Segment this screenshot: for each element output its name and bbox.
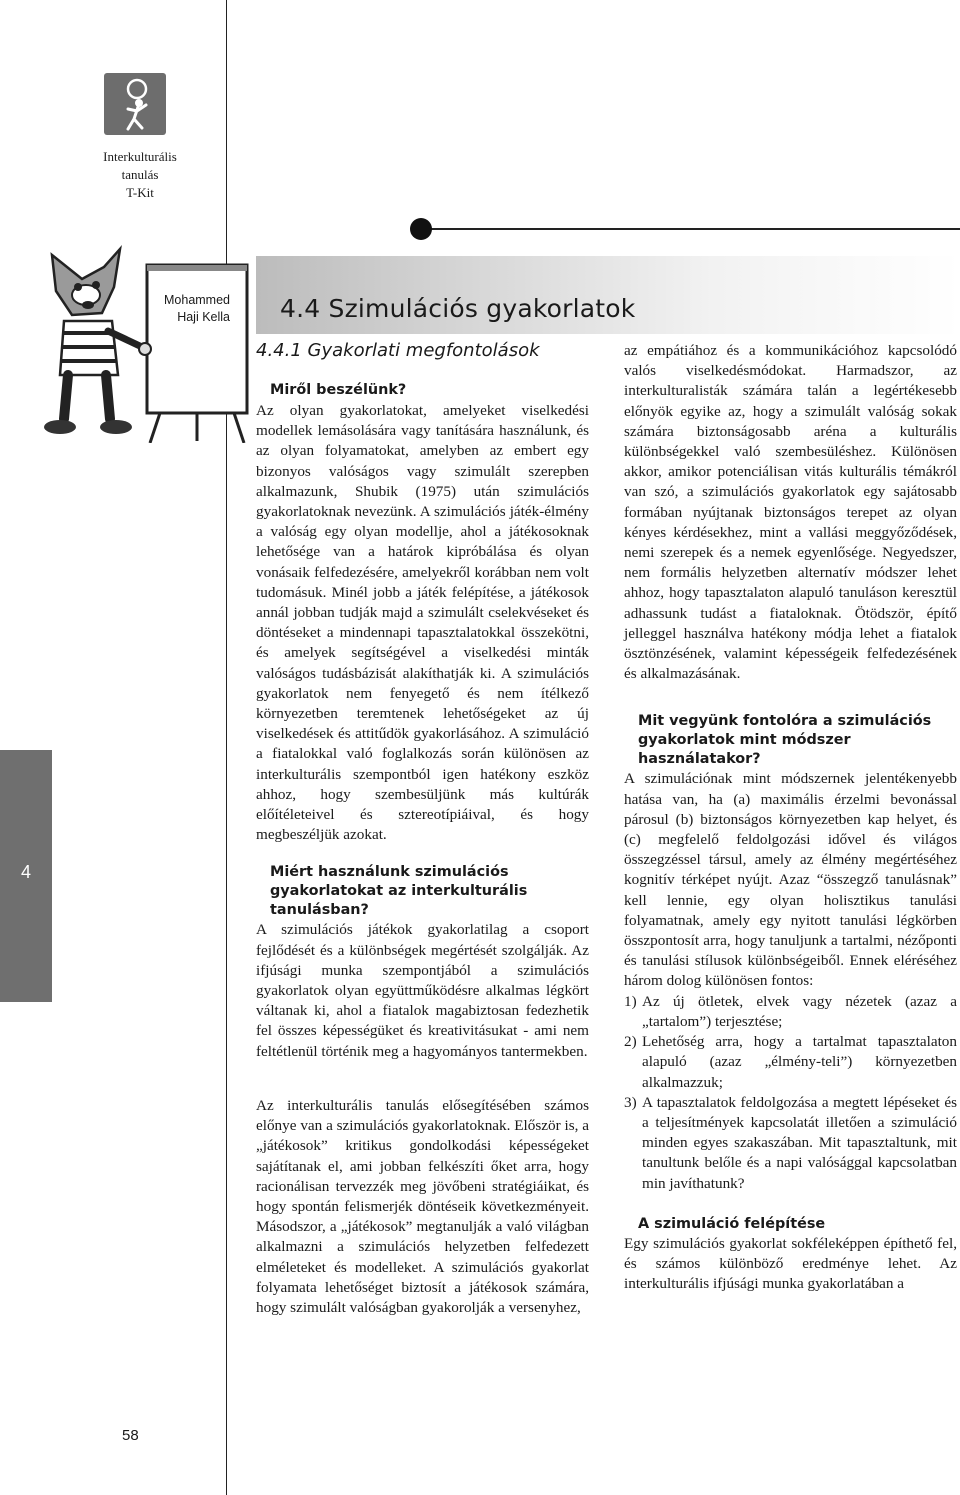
flipchart-name bbox=[150, 292, 230, 326]
list-item-text: Lehetőség arra, hogy a tartalmat tapasztalaton alapuló (azaz „élmény-teli”) környezetben alkalmazzuk; bbox=[642, 1033, 957, 1091]
list-item bbox=[624, 992, 957, 1032]
list-item-text: Az új ötletek, elvek vagy nézetek (azaz a „tartalom”) terjesztése; bbox=[642, 992, 957, 1030]
tkit-logo-figure-icon bbox=[104, 73, 166, 135]
text-column-right bbox=[624, 341, 957, 1294]
heading-what-we-talk-about: Miről beszélünk? bbox=[270, 382, 407, 398]
section-title: 4.4 Szimulációs gyakorlatok bbox=[280, 294, 636, 323]
tkit-label bbox=[60, 148, 220, 202]
list-item-number: 2) bbox=[624, 1033, 637, 1051]
paragraph-consider: A szimulációnak mint módszernek jelentékenyebb hatása van, ha (a) maximális érzelmi bevonással párosul (b) biztonságos környezetben kap helyet, és (c) megfelelő feldolgozási idővel és világos összegzéssel társul, amely az élmény megértéséhez kognitív térképet nyújt. Azaz “összegző tanulásnak” kell lennie, egy olyan holisztikus tanulási folyamatnak, amely egy nyitott tanulási légkörben összpontosít arra, hogy tanuljunk a tartalmi, nézőponti és tanulási stílusok különbségeiből. Ennek eléréséhez három dolog különösen fontos: bbox=[624, 770, 957, 990]
chapter-tab bbox=[0, 750, 52, 1002]
list-item-number: 3) bbox=[624, 1093, 637, 1111]
list-item bbox=[624, 1032, 957, 1093]
cartoon-presenter-illustration bbox=[42, 243, 252, 443]
list-item-number: 1) bbox=[624, 992, 637, 1010]
tkit-line: T-Kit bbox=[126, 185, 154, 200]
header-rule bbox=[424, 228, 960, 230]
heading-structure: A szimuláció felépítése bbox=[638, 1215, 826, 1232]
list-item-text: A tapasztalatok feldolgozása a megtett lépéseket és a teljesítmények kapcsolatát illetően a szimuláció minden egyes szakaszában. Mit tapasztaltunk, mit tanultunk belőle és a napi valósággal kapcsolatban min javíthatunk? bbox=[642, 1093, 957, 1192]
page-number: 58 bbox=[122, 1427, 139, 1444]
chapter-tab-number: 4 bbox=[20, 862, 31, 882]
paragraph-benefits: Az interkulturális tanulás elősegítésében számos előnye van a szimulációs gyakorlatoknak. Először is, a „játékosok” kritikus gondolkodási képességeket sajátítanak el, ami jobban felkészíti őket arra, hogy racionálisan tervezzék meg jövőbeni stratégiáikat, és hogy spontán felismerjék döntéseik következményeit. Másodszor, a „játékosok” megtanulják a való világban alkalmazni a szimulációs helyzetben felfedezett elméleteket és modelleket. A szimulációs gyakorlat folyamata lehetőséget biztosít a játékosok számára, hogy szimulált valóságban gyakorolják a versenyhez, bbox=[256, 1096, 589, 1316]
heading-what-to-consider: Mit vegyünk fontolóra a szimulációs gyakorlatok mint módszer használatakor? bbox=[638, 713, 932, 768]
flipchart-line: Haji Kella bbox=[177, 310, 230, 324]
subsection-title: 4.4.1 Gyakorlati megfontolások bbox=[256, 340, 540, 361]
text-column-left bbox=[256, 381, 589, 1318]
margin-divider bbox=[226, 0, 227, 1495]
tkit-line: tanulás bbox=[121, 167, 159, 182]
tkit-logo bbox=[104, 73, 166, 135]
heading-why-use: Miért használunk szimulációs gyakorlatokat az interkulturális tanulásban? bbox=[270, 864, 528, 919]
paragraph-structure: Egy szimulációs gyakorlat sokféleképpen építhető fel, és számos különböző eredménye lehet. Az interkulturális ifjúsági munka gyakorlatában a bbox=[624, 1234, 957, 1293]
header-rule-dot bbox=[410, 218, 432, 240]
list-item bbox=[624, 1093, 957, 1194]
paragraph-about: Az olyan gyakorlatokat, amelyeket viselkedési modellek lemásolására vagy tanítására használunk, és az olyan folyamatokat, amelyben az embert egy bizonyos valóságos vagy szimulált szerepben alkalmazunk, Shubik (1975) után szimulációs gyakorlatoknak nevezünk. A szimulációs játék-élmény a valóság egy olyan modellje, ahol a játékosoknak lehetősége van a határok kipróbálása és olyan vonásaik felfedezésére, amelyekről korábban nem volt tudomásuk. Minél jobb a játék felépítése, a játékosok annál jobban tudják majd a szimulált cselekvéseket és döntéseket a mindennapi tapasztalatokkal összekötni, és amelyek segítségével a viselkedési minták valóságos tudásbázisát alakíthatják ki. A szimulációs gyakorlatok nem fenyegető és nem ítélkező környezetben teremtenek lehetőségeket az új viselkedések és attitűdök gyakorlásához. A szimuláció a fiatalokkal való foglalkozás során különösen az interkulturális szempontból igen hatékony eszköz ahhoz, hogy szembesüljünk más kultúrák előítéleteivel és sztereotípiáival, és hogy megbeszéljük azokat. bbox=[256, 402, 589, 844]
paragraph-why: A szimulációs játékok gyakorlatilag a csoport fejlődését és a különbségek megértését szolgálják. Az ifjúsági munka szempontjából a szimulációs gyakorlatok olyan együttműködésre alkalmas légkört váltanak ki, ahol a fiatalok magabiztosan fedezhetik fel összes képességüket és kreativitásukat - ami nem feltétlenül történik meg a hagyományos tantermekben. bbox=[256, 921, 589, 1060]
tkit-line: Interkulturális bbox=[103, 149, 177, 164]
flipchart-line: Mohammed bbox=[164, 293, 230, 307]
paragraph-continued: az empátiához és a kommunikációhoz kapcsolódó valós viselkedésmódokat. Harmadszor, az interkulturalisták számára talán a legértékesebb előnyök egyike az, hogy a szimulált valóság sokak számára biztonságosabb aréna a kulturális különbségekkel való szembesüléshez. Különösen akkor, amikor potenciálisan vitás kulturális témákról van szó, a szimulációs gyakorlatok egy sajátosabb formában nyújtanak biztonságos terepet az olyan kényes kérdésekhez, mint a vallási meggyőződések, nemi szerepek és a nemek egyenlősége. Negyedszer, nem formális helyzetben alternatív módszer lehet ahhoz, hogy tapasztalaton alapuló tanuláson keresztül adhassunk tudást a fiataloknak. Ötödször, építő jelleggel használva hatékony módja lehet a fiatalok ösztönzésének, valamint képességeik felfedezésének és alkalmazásának. bbox=[624, 342, 957, 683]
